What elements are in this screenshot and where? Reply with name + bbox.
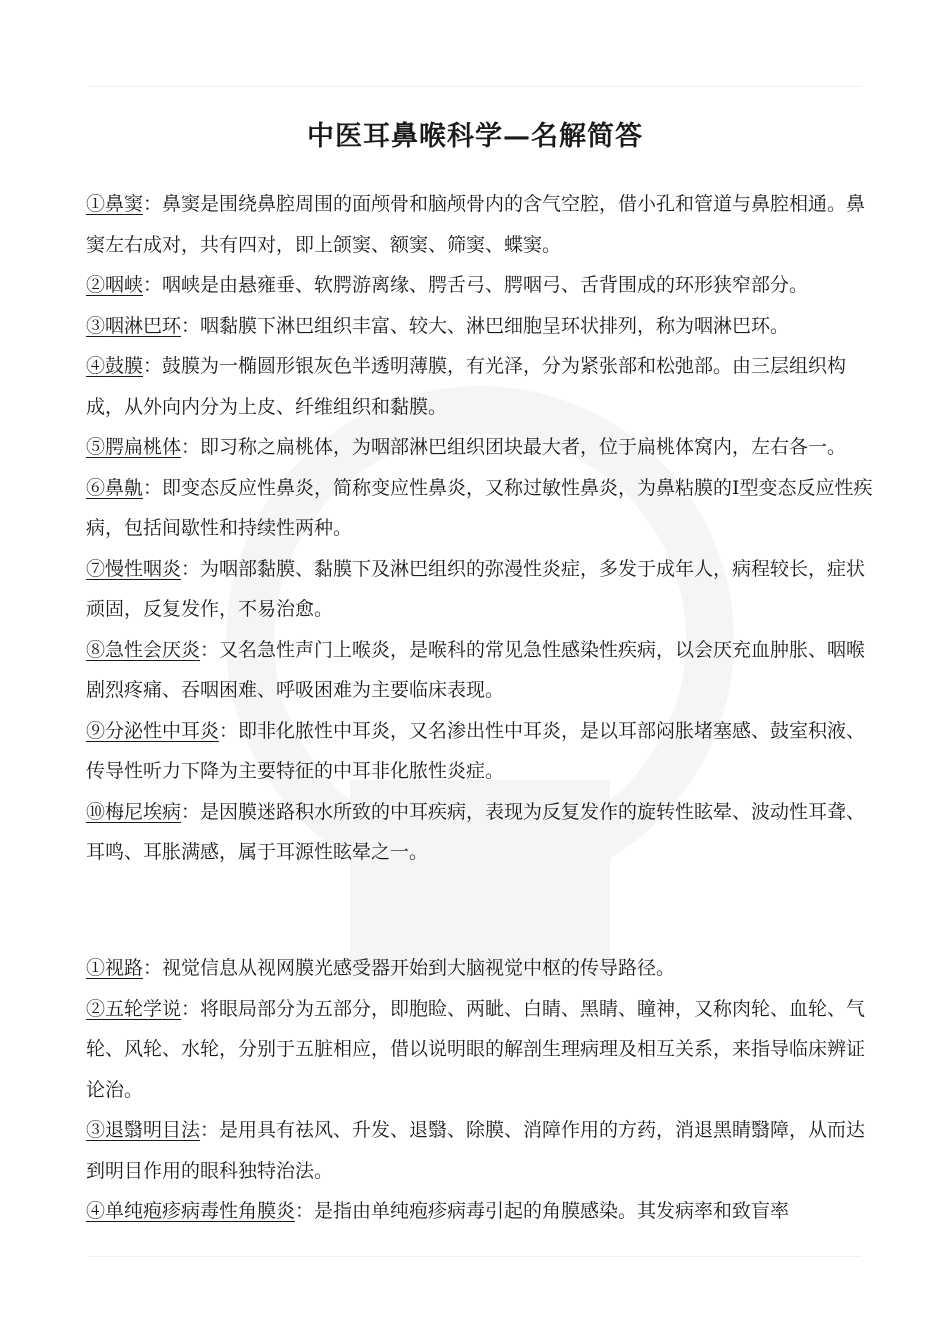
bottom-divider — [88, 1256, 862, 1257]
definition-text: ：即习称之扁桃体，为咽部淋巴组织团块最大者，位于扁桃体窝内，左右各一。 — [181, 436, 847, 458]
definition-text: ：咽峡是由悬雍垂、软腭游离缘、腭舌弓、腭咽弓、舌背围成的环形狭窄部分。 — [143, 274, 809, 296]
term-label: ⑤腭扁桃体 — [86, 436, 182, 458]
top-divider — [88, 86, 862, 87]
definition-entry — [86, 630, 878, 711]
term-label: ①视路 — [86, 957, 144, 979]
definitions-section-ent — [86, 184, 878, 873]
definition-text: ：咽黏膜下淋巴组织丰富、较大、淋巴细胞呈环状排列，称为咽淋巴环。 — [181, 314, 790, 337]
definition-entry — [86, 427, 878, 468]
definition-text: ：为咽部黏膜、黏膜下及淋巴组织的弥漫性炎症，多发于成年人，病程较长，症状顽固，反复发作，不易治愈。 — [86, 557, 866, 620]
definition-text: ：鼓膜为一椭圆形银灰色半透明薄膜，有光泽，分为紧张部和松弛部。由三层组织构成，从外向内分为上皮、纤维组织和黏膜。 — [86, 355, 847, 418]
definition-text: ：鼻窦是围绕鼻腔周围的面颅骨和脑颅骨内的含气空腔，借小孔和管道与鼻腔相通。鼻窦左右成对，共有四对，即上颌窦、额窦、筛窦、蝶窦。 — [86, 193, 866, 256]
term-label: ②咽峡 — [86, 274, 144, 296]
definition-text: ：是指由单纯疱疹病毒引起的角膜感染。其发病率和致盲率 — [295, 1200, 790, 1222]
term-label: ⑩梅尼埃病 — [86, 800, 182, 823]
page-title: 中医耳鼻喉科学—名解简答 — [307, 121, 643, 152]
definition-entry — [86, 792, 878, 873]
definition-text: ：即非化脓性中耳炎，又名渗出性中耳炎，是以耳部闷胀堵塞感、鼓室积液、传导性听力下降为主要特征的中耳非化脓性炎症。 — [86, 719, 866, 782]
definition-text: ：又名急性声门上喉炎，是喉科的常见急性感染性疾病，以会厌充血肿胀、咽喉剧烈疼痛、吞咽困难、呼吸困难为主要临床表现。 — [86, 638, 866, 701]
definition-entry — [86, 948, 878, 989]
definition-text: ：是用具有祛风、升发、退翳、除膜、消障作用的方药，消退黑睛翳障，从而达到明目作用的眼科独特治法。 — [86, 1119, 866, 1182]
definition-entry — [86, 1191, 878, 1232]
term-label: ⑨分泌性中耳炎 — [86, 719, 220, 742]
definition-entry — [86, 1110, 878, 1191]
definition-entry — [86, 306, 878, 347]
definition-entry — [86, 468, 878, 549]
term-label: ③咽淋巴环 — [86, 314, 182, 337]
term-label: ⑥鼻鼽 — [86, 476, 144, 499]
term-label: ②五轮学说 — [86, 997, 182, 1020]
definition-text: ：即变态反应性鼻炎，简称变应性鼻炎，又称过敏性鼻炎，为鼻粘膜的I型变态反应性疾病，包括间歇性和持续性两种。 — [86, 476, 873, 539]
definition-entry — [86, 346, 878, 427]
definition-text: ：将眼局部分为五部分，即胞睑、两眦、白睛、黑睛、瞳神，又称肉轮、血轮、气轮、风轮、水轮，分别于五脏相应，借以说明眼的解剖生理病理及相互关系，来指导临床辨证论治。 — [86, 997, 866, 1101]
definition-text: ：是因膜迷路积水所致的中耳疾病，表现为反复发作的旋转性眩晕、波动性耳聋、耳鸣、耳胀满感，属于耳源性眩晕之一。 — [86, 800, 866, 863]
term-label: ③退翳明目法 — [86, 1119, 201, 1141]
term-label: ④单纯疱疹病毒性角膜炎 — [86, 1200, 296, 1222]
term-label: ⑧急性会厌炎 — [86, 638, 201, 661]
definitions-section-eye — [86, 948, 878, 1232]
definition-entry — [86, 265, 878, 306]
definition-entry — [86, 711, 878, 792]
term-label: ①鼻窦 — [86, 193, 144, 215]
definition-text: ：视觉信息从视网膜光感受器开始到大脑视觉中枢的传导路径。 — [143, 957, 676, 979]
definition-entry — [86, 989, 878, 1111]
definition-entry — [86, 184, 878, 265]
term-label: ⑦慢性咽炎 — [86, 557, 182, 580]
term-label: ④鼓膜 — [86, 355, 144, 377]
definition-entry — [86, 549, 878, 630]
